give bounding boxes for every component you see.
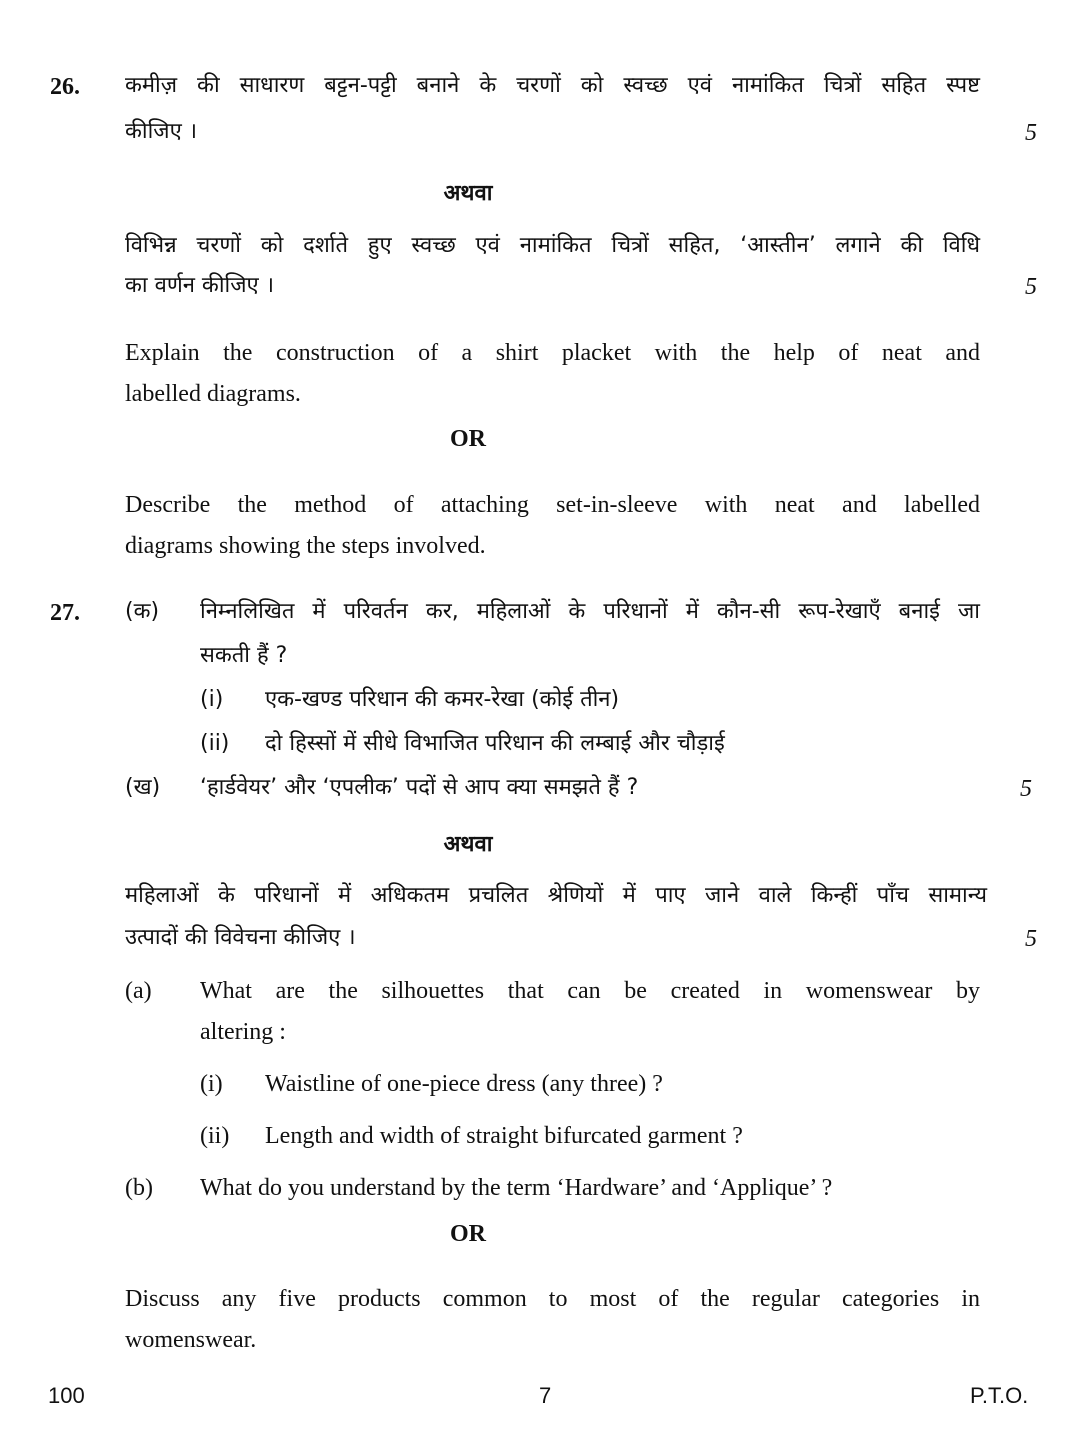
q26-hindi-alt-line2: का वर्णन कीजिए । [125, 273, 275, 298]
q27-ka-i-label: (i) [200, 687, 224, 712]
q27-marks-1: 5 [1020, 776, 1032, 802]
q26-english-alt-line1: Describe the method of attaching set-in-sleeve with neat and labelled [125, 492, 980, 518]
q27-ka-line2: सकती हैं ? [200, 643, 288, 668]
q26-marks-2: 5 [1025, 274, 1037, 300]
footer-page-number: 7 [539, 1383, 552, 1408]
q27-a-i-text: Waistline of one-piece dress (any three) ? [265, 1071, 663, 1097]
q26-hindi-alt-line1: विभिन्न चरणों को दर्शाते हुए स्वच्छ एवं नामांकित चित्रों सहित, ‘आस्तीन’ लगाने की विधि [125, 233, 980, 258]
q27-english-alt-line2: womenswear. [125, 1327, 257, 1353]
question-number-27: 27. [50, 600, 80, 626]
q27-b-label: (b) [125, 1175, 153, 1201]
q26-english-line1: Explain the construction of a shirt placket with the help of neat and [125, 340, 980, 366]
q27-english-or: OR [450, 1221, 486, 1247]
q27-a-line2: altering : [200, 1019, 286, 1045]
q26-marks-1: 5 [1025, 120, 1037, 146]
q26-english-line2: labelled diagrams. [125, 381, 301, 407]
q27-ka-line1: निम्नलिखित में परिवर्तन कर, महिलाओं के परिधानों में कौन-सी रूप-रेखाएँ बनाई जा [200, 599, 980, 624]
q26-english-or: OR [450, 426, 486, 452]
q27-a-ii-label: (ii) [200, 1123, 230, 1149]
q27-kha-label: (ख) [125, 775, 161, 800]
q27-ka-label: (क) [125, 599, 160, 624]
q27-marks-2: 5 [1025, 926, 1037, 952]
q26-hindi-line2: कीजिए । [125, 119, 198, 144]
q27-hindi-or: अथवा [443, 832, 493, 857]
q27-a-ii-text: Length and width of straight bifurcated garment ? [265, 1123, 743, 1149]
q27-ka-ii-text: दो हिस्सों में सीधे विभाजित परिधान की लम्बाई और चौड़ाई [265, 731, 725, 756]
q27-a-i-label: (i) [200, 1071, 223, 1097]
footer-pto: P.T.O. [970, 1383, 1029, 1408]
footer-code: 100 [48, 1383, 85, 1408]
q27-a-label: (a) [125, 978, 152, 1004]
q27-ka-ii-label: (ii) [200, 731, 230, 756]
q27-b-text: What do you understand by the term ‘Hardware’ and ‘Applique’ ? [200, 1175, 833, 1201]
q27-a-line1: What are the silhouettes that can be created in womenswear by [200, 978, 980, 1004]
q26-hindi-or: अथवा [443, 181, 493, 206]
question-number-26: 26. [50, 74, 80, 100]
q27-hindi-alt-line2: उत्पादों की विवेचना कीजिए । [125, 925, 356, 950]
q27-kha-text: ‘हार्डवेयर’ और ‘एपलीक’ पदों से आप क्या समझते हैं ? [200, 775, 639, 800]
q27-english-alt-line1: Discuss any five products common to most of the regular categories in [125, 1286, 980, 1312]
q27-hindi-alt-line1: महिलाओं के परिधानों में अधिकतम प्रचलित श्रेणियों में पाए जाने वाले किन्हीं पाँच सामान्य [125, 883, 987, 908]
q27-ka-i-text: एक-खण्ड परिधान की कमर-रेखा (कोई तीन) [265, 687, 620, 712]
q26-english-alt-line2: diagrams showing the steps involved. [125, 533, 486, 559]
q26-hindi-line1: कमीज़ की साधारण बट्टन-पट्टी बनाने के चरणों को स्वच्छ एवं नामांकित चित्रों सहित स्पष्ट [125, 73, 980, 98]
